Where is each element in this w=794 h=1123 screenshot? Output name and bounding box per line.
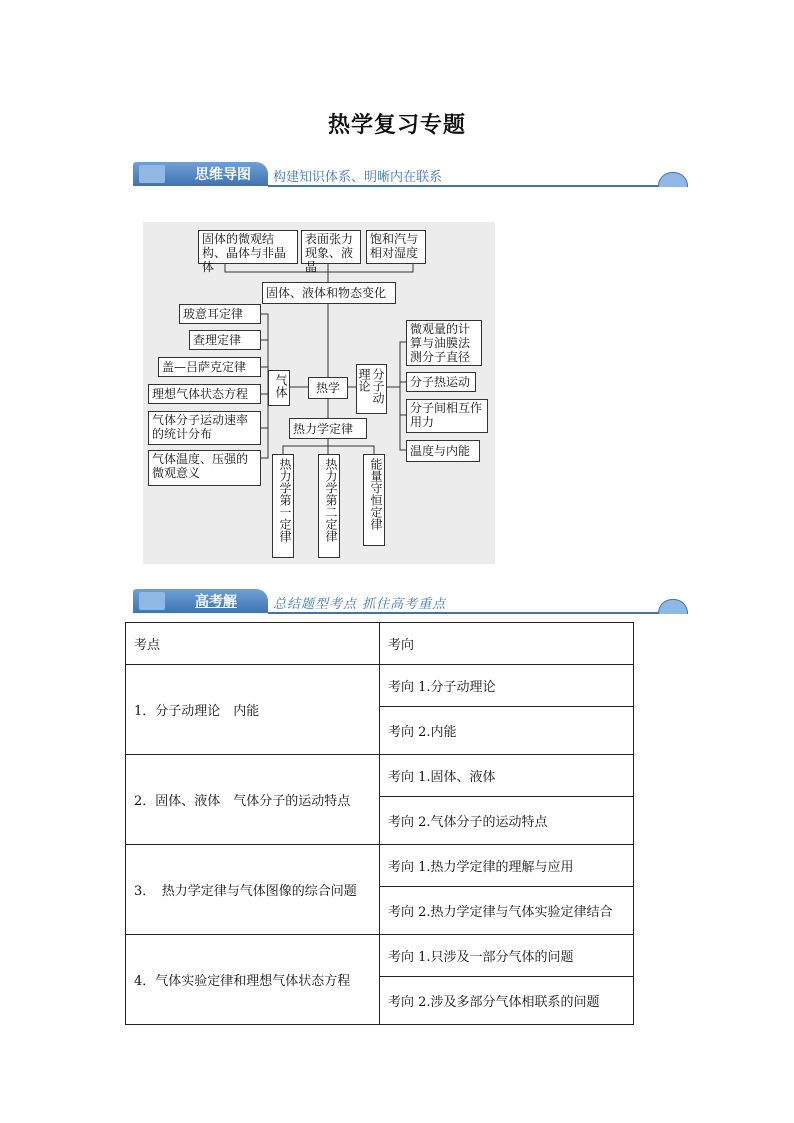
exam-banner-subtitle: 总结题型考点 抓住高考重点 bbox=[273, 597, 447, 612]
node-surface-tension: 表面张力现象、液晶 bbox=[301, 230, 361, 264]
direction-cell: 考向 2.涉及多部分气体相联系的问题 bbox=[380, 977, 634, 1025]
node-humidity: 饱和汽与相对湿度 bbox=[366, 230, 426, 264]
dome-decoration bbox=[658, 599, 688, 614]
exam-banner bbox=[133, 585, 688, 617]
direction-cell: 考向 2.热力学定律与气体实验定律结合 bbox=[380, 887, 634, 935]
table-row bbox=[126, 845, 634, 887]
node-gay-lussac: 盖—吕萨克定律 bbox=[158, 357, 261, 377]
node-molecular-theory: 分子动理论 bbox=[356, 364, 387, 414]
node-charles: 查理定律 bbox=[189, 330, 261, 350]
mind-map bbox=[143, 222, 495, 564]
node-speed-distribution: 气体分子运动速率的统计分布 bbox=[148, 411, 261, 445]
mindmap-banner bbox=[133, 158, 688, 190]
dome-decoration bbox=[658, 172, 688, 187]
table-row bbox=[126, 755, 634, 797]
topic-cell: 1．分子动理论 内能 bbox=[126, 665, 380, 755]
page-title: 热学复习专题 bbox=[327, 113, 466, 138]
book-icon bbox=[139, 592, 165, 610]
direction-cell: 考向 1.固体、液体 bbox=[380, 755, 634, 797]
node-thermal-center: 热学 bbox=[308, 377, 348, 399]
node-first-law: 热力学第一定律 bbox=[272, 454, 294, 558]
node-ideal-gas: 理想气体状态方程 bbox=[148, 384, 261, 404]
node-thermal-motion: 分子热运动 bbox=[406, 372, 476, 392]
topic-cell: 3． 热力学定律与气体图像的综合问题 bbox=[126, 845, 380, 935]
table-row bbox=[126, 665, 634, 707]
node-solid-liquid: 固体、液体和物态变化 bbox=[262, 282, 396, 304]
header-topic: 考点 bbox=[126, 623, 380, 665]
direction-cell: 考向 2.气体分子的运动特点 bbox=[380, 797, 634, 845]
node-gas: 气体 bbox=[268, 370, 290, 406]
node-temperature-energy: 温度与内能 bbox=[406, 440, 480, 462]
topic-cell: 4．气体实验定律和理想气体状态方程 bbox=[126, 935, 380, 1025]
header-direction: 考向 bbox=[380, 623, 634, 665]
direction-cell: 考向 1.只涉及一部分气体的问题 bbox=[380, 935, 634, 977]
node-intermolecular: 分子间相互作用力 bbox=[406, 399, 488, 433]
mindmap-banner-label: 思维导图 bbox=[195, 167, 251, 183]
topic-cell: 2．固体、液体 气体分子的运动特点 bbox=[126, 755, 380, 845]
exam-points-table bbox=[125, 622, 634, 1025]
puzzle-icon bbox=[139, 165, 165, 183]
direction-cell: 考向 1.热力学定律的理解与应用 bbox=[380, 845, 634, 887]
node-second-law: 热力学第二定律 bbox=[318, 454, 340, 558]
direction-cell: 考向 2.内能 bbox=[380, 707, 634, 755]
table-row bbox=[126, 935, 634, 977]
mindmap-banner-subtitle: 构建知识体系、明晰内在联系 bbox=[273, 170, 443, 185]
node-energy-conservation: 能量守恒定律 bbox=[363, 454, 385, 546]
node-crystal: 固体的微观结构、晶体与非晶体 bbox=[198, 230, 298, 264]
direction-cell: 考向 1.分子动理论 bbox=[380, 665, 634, 707]
node-thermo-laws: 热力学定律 bbox=[289, 418, 367, 439]
node-micro-calc: 微观量的计算与油膜法测分子直径 bbox=[406, 320, 482, 366]
node-micro-meaning: 气体温度、压强的微观意义 bbox=[148, 450, 261, 486]
exam-banner-label: 高考解 bbox=[195, 594, 237, 610]
node-boyle: 玻意耳定律 bbox=[179, 304, 261, 324]
table-header-row bbox=[126, 623, 634, 665]
